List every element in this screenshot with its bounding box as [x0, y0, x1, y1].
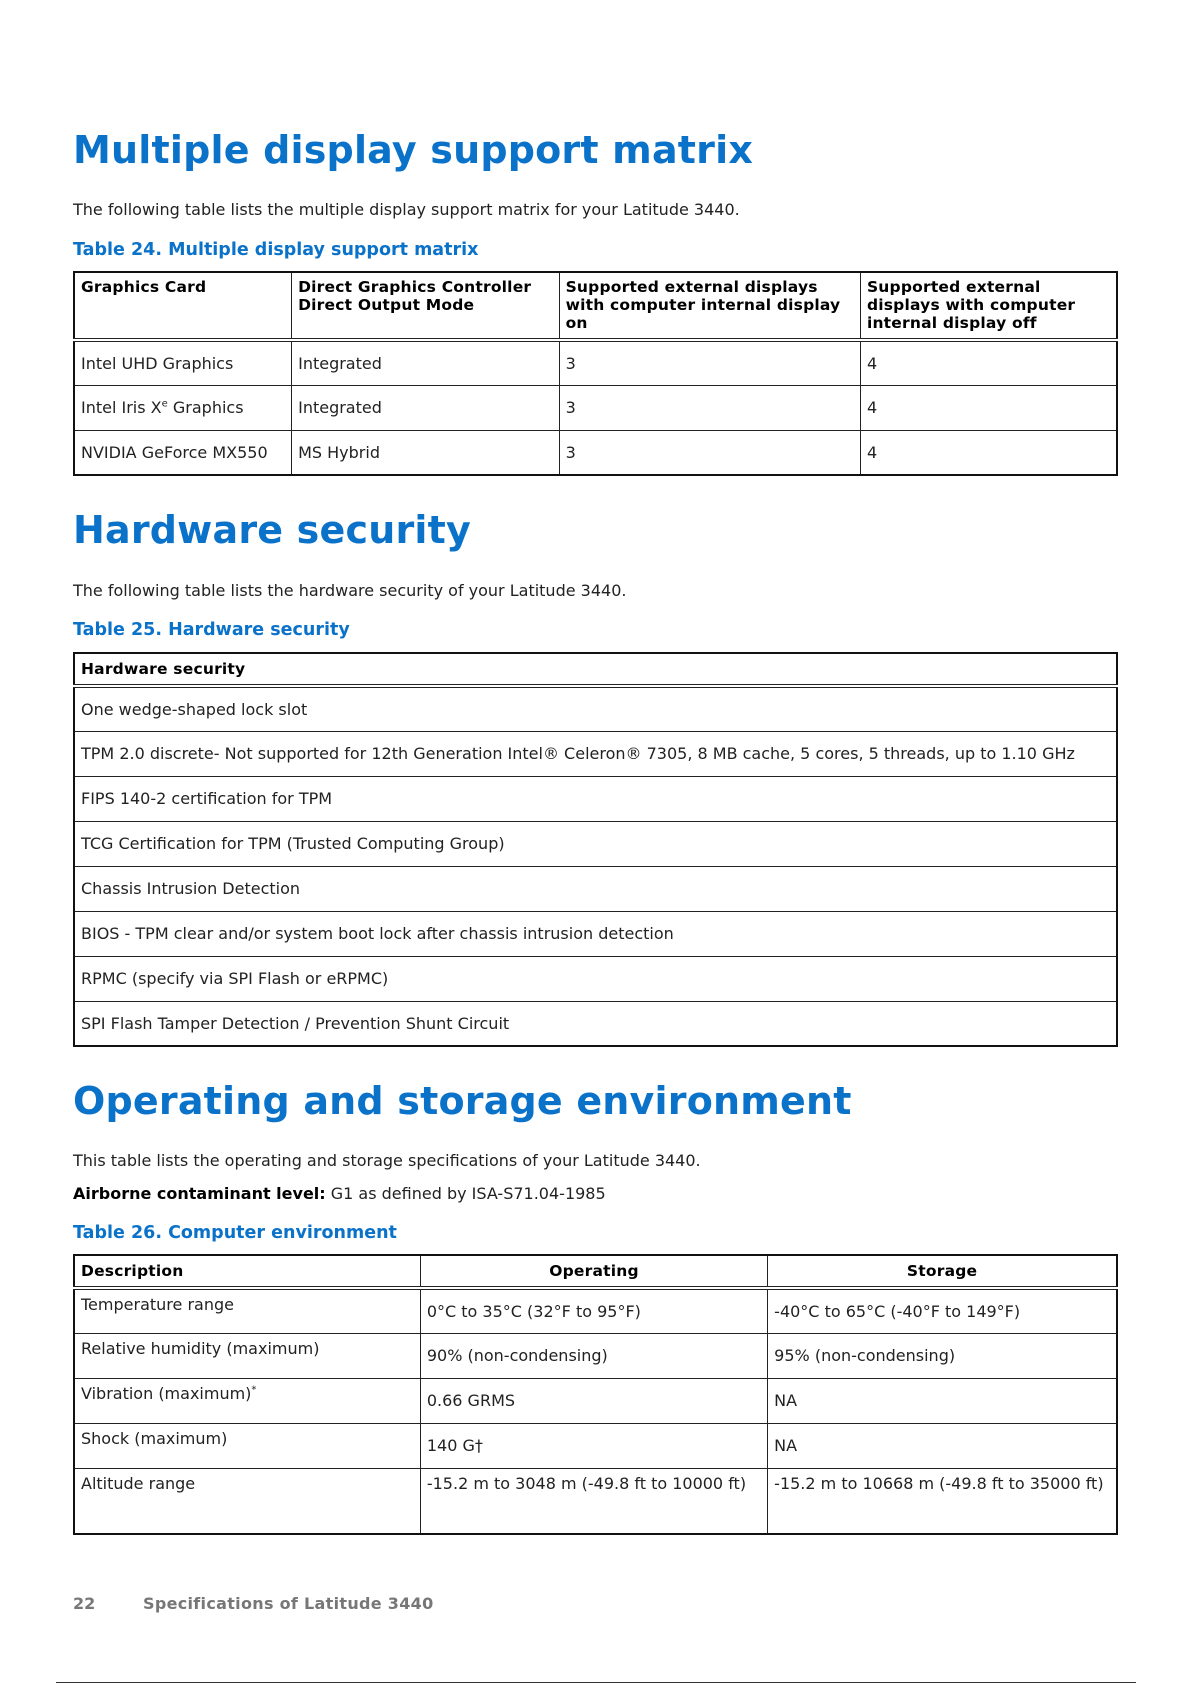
table-row	[74, 385, 1117, 430]
table-row	[74, 776, 1117, 821]
operating-cell: 0°C to 35°C (32°F to 95°F)	[420, 1288, 767, 1333]
table-row	[74, 731, 1117, 776]
table-row	[74, 1378, 1117, 1423]
security-feature-cell: TPM 2.0 discrete- Not supported for 12th Generation Intel® Celeron® 7305, 8 MB cache, 5 cores, 5 threads, up to 1.10 GHz	[74, 731, 1117, 776]
card-name-suffix: Graphics	[167, 398, 244, 417]
card-name-superscript: e	[161, 398, 168, 410]
column-header-output-mode: Direct Graphics Controller Direct Output Mode	[292, 272, 559, 340]
internal-off-cell: 4	[860, 430, 1117, 475]
description-cell: Shock (maximum)	[74, 1423, 420, 1468]
output-mode-cell: MS Hybrid	[292, 430, 559, 475]
internal-on-cell: 3	[559, 385, 860, 430]
vibration-label: Vibration (maximum)	[81, 1383, 252, 1403]
environment-table	[73, 1254, 1118, 1535]
footer-divider	[56, 1682, 1136, 1683]
table-row	[74, 686, 1117, 731]
security-feature-cell: Chassis Intrusion Detection	[74, 866, 1117, 911]
footer-title: Specifications of Latitude 3440	[143, 1594, 434, 1613]
table-row	[74, 956, 1117, 1001]
table-row	[74, 340, 1117, 385]
description-cell: Relative humidity (maximum)	[74, 1333, 420, 1378]
security-feature-cell: SPI Flash Tamper Detection / Prevention Shunt Circuit	[74, 1001, 1117, 1046]
graphics-card-cell: NVIDIA GeForce MX550	[74, 430, 292, 475]
airborne-contaminant-line	[73, 1184, 606, 1203]
internal-on-cell: 3	[559, 340, 860, 385]
internal-on-cell: 3	[559, 430, 860, 475]
column-header-internal-on: Supported external displays with computer internal display on	[559, 272, 860, 340]
card-name-prefix: Intel Iris X	[81, 398, 162, 417]
security-feature-cell: FIPS 140-2 certification for TPM	[74, 776, 1117, 821]
table-row	[74, 911, 1117, 956]
hardware-security-intro: The following table lists the hardware security of your Latitude 3440.	[73, 581, 627, 600]
column-header-storage: Storage	[768, 1255, 1117, 1288]
display-matrix-intro: The following table lists the multiple display support matrix for your Latitude 3440.	[73, 200, 740, 219]
column-header-graphics-card: Graphics Card	[74, 272, 292, 340]
table-row	[74, 1288, 1117, 1333]
description-cell	[74, 1378, 420, 1423]
footer-page-number: 22	[73, 1594, 96, 1613]
graphics-card-cell	[74, 385, 292, 430]
environment-table-caption: Table 26. Computer environment	[73, 1223, 397, 1243]
operating-cell: 90% (non-condensing)	[420, 1333, 767, 1378]
environment-intro: This table lists the operating and storage specifications of your Latitude 3440.	[73, 1151, 701, 1170]
storage-cell: 95% (non-condensing)	[768, 1333, 1117, 1378]
column-header-hardware-security: Hardware security	[74, 653, 1117, 686]
description-cell: Altitude range	[74, 1468, 420, 1534]
graphics-card-cell: Intel UHD Graphics	[74, 340, 292, 385]
storage-cell: NA	[768, 1423, 1117, 1468]
section-heading-environment: Operating and storage environment	[73, 1079, 852, 1123]
table-row	[74, 1333, 1117, 1378]
internal-off-cell: 4	[860, 340, 1117, 385]
operating-cell: 0.66 GRMS	[420, 1378, 767, 1423]
output-mode-cell: Integrated	[292, 340, 559, 385]
security-feature-cell: BIOS - TPM clear and/or system boot lock after chassis intrusion detection	[74, 911, 1117, 956]
table-row	[74, 1468, 1117, 1534]
output-mode-cell: Integrated	[292, 385, 559, 430]
hardware-security-table	[73, 652, 1118, 1047]
storage-cell: -15.2 m to 10668 m (-49.8 ft to 35000 ft)	[768, 1468, 1117, 1534]
display-matrix-table-caption: Table 24. Multiple display support matrix	[73, 240, 479, 260]
table-row	[74, 1423, 1117, 1468]
operating-cell: -15.2 m to 3048 m (-49.8 ft to 10000 ft)	[420, 1468, 767, 1534]
storage-cell: -40°C to 65°C (-40°F to 149°F)	[768, 1288, 1117, 1333]
internal-off-cell: 4	[860, 385, 1117, 430]
table-row	[74, 1001, 1117, 1046]
security-feature-cell: One wedge-shaped lock slot	[74, 686, 1117, 731]
footnote-marker: *	[251, 1384, 257, 1396]
hardware-security-table-caption: Table 25. Hardware security	[73, 620, 350, 640]
column-header-description: Description	[74, 1255, 420, 1288]
table-row	[74, 866, 1117, 911]
section-heading-display-matrix: Multiple display support matrix	[73, 128, 754, 172]
description-cell: Temperature range	[74, 1288, 420, 1333]
airborne-contaminant-value: G1 as defined by ISA-S71.04-1985	[325, 1184, 606, 1203]
display-matrix-table	[73, 271, 1118, 476]
table-row	[74, 430, 1117, 475]
airborne-contaminant-label: Airborne contaminant level:	[73, 1184, 326, 1203]
storage-cell: NA	[768, 1378, 1117, 1423]
table-row	[74, 821, 1117, 866]
security-feature-cell: TCG Certification for TPM (Trusted Computing Group)	[74, 821, 1117, 866]
column-header-internal-off: Supported external displays with computer internal display off	[860, 272, 1117, 340]
column-header-operating: Operating	[420, 1255, 767, 1288]
security-feature-cell: RPMC (specify via SPI Flash or eRPMC)	[74, 956, 1117, 1001]
operating-cell: 140 G†	[420, 1423, 767, 1468]
section-heading-hardware-security: Hardware security	[73, 508, 471, 552]
